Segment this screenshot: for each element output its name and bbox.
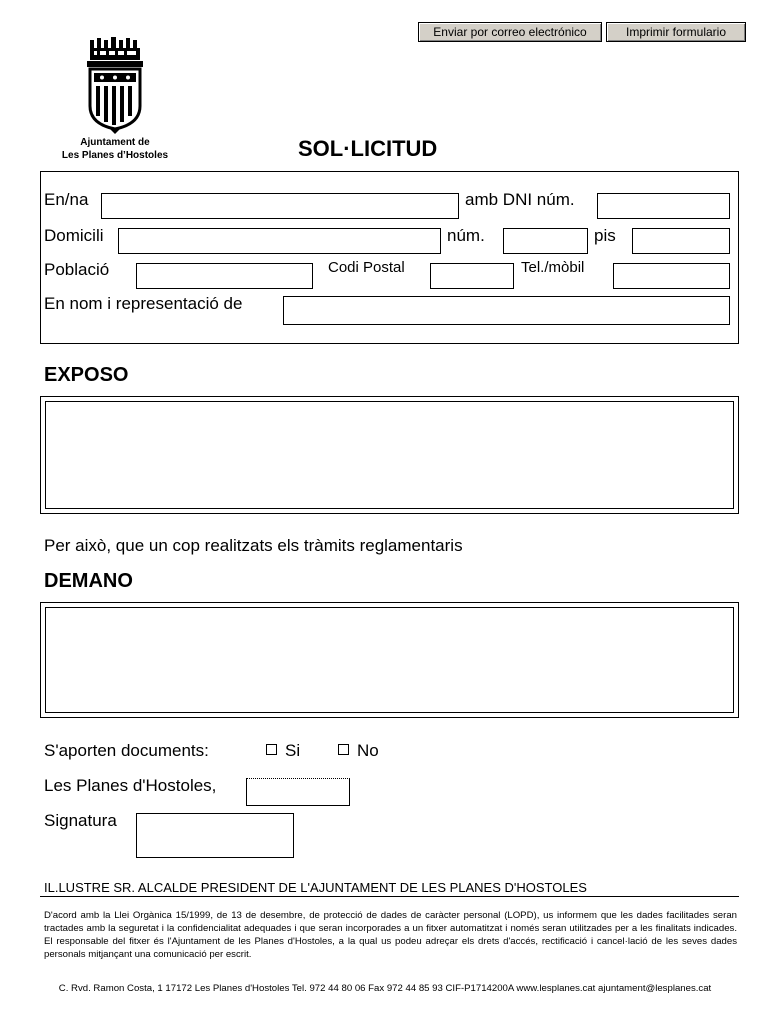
representation-input[interactable] (283, 296, 730, 325)
date-input[interactable] (246, 778, 350, 806)
place-label: Les Planes d'Hostoles, (44, 776, 217, 795)
floor-input[interactable] (632, 228, 730, 254)
expose-textarea[interactable] (45, 401, 734, 509)
transition-text: Per això, que un cop realitzats els tràmits reglamentaris (44, 536, 463, 555)
address-label: Domicili (44, 226, 104, 245)
town-label: Població (44, 260, 110, 279)
documents-no-label: No (357, 741, 379, 760)
documents-no-checkbox[interactable] (338, 744, 349, 755)
representation-label: En nom i representació de (44, 294, 243, 313)
name-input[interactable] (101, 193, 459, 219)
privacy-notice: D'acord amb la Llei Orgànica 15/1999, de 13 de desembre, de protecció de dades de caràcter personal (LOPD), us informem que les dades facilitades seran tractades amb la seguretat i la confidencialitat adequades i que seran incorporades a un fitxer automatitzat i només seran utilitzades per a les finalitats indicades. El responsable del fitxer és l'Ajuntament de les Planes d'Hostoles, a la qual us podeu adreçar els drets d'accés, rectificació i cancel·lació de les seves dades personals mitjançant una comunicació per escrit. (44, 910, 737, 960)
addressee-text: IL.LUSTRE SR. ALCALDE PRESIDENT DE L'AJUNTAMENT DE LES PLANES D'HOSTOLES (44, 880, 587, 895)
expose-heading: EXPOSO (44, 364, 129, 386)
email-button[interactable]: Enviar por correo electrónico (418, 22, 602, 42)
address-input[interactable] (118, 228, 441, 254)
postal-code-input[interactable] (430, 263, 514, 289)
request-textarea[interactable] (45, 607, 734, 713)
signature-label: Signatura (44, 811, 117, 830)
number-label: núm. (447, 226, 485, 245)
documents-yes-label: Si (285, 741, 301, 760)
floor-label: pis (594, 226, 616, 245)
print-button[interactable]: Imprimir formulario (606, 22, 746, 42)
request-heading: DEMANO (44, 570, 133, 592)
name-label: En/na (44, 190, 89, 209)
dni-input[interactable] (597, 193, 730, 219)
postal-code-label: Codi Postal (328, 259, 405, 276)
page-title: SOL·LICITUD (298, 136, 438, 161)
signature-box[interactable] (136, 813, 294, 858)
phone-label: Tel./mòbil (521, 259, 585, 276)
coat-of-arms-logo (82, 36, 148, 134)
org-line-2: Les Planes d’Hostoles (61, 150, 169, 161)
footer-contact: C. Rvd. Ramon Costa, 1 17172 Les Planes d'Hostoles Tel. 972 44 80 06 Fax 972 44 85 93 CIF-P1714200A www.lesplanes.cat ajuntament@lesplanes.cat (58, 983, 712, 994)
documents-label: S'aporten documents: (44, 741, 209, 760)
town-input[interactable] (136, 263, 313, 289)
dni-label: amb DNI núm. (465, 190, 575, 209)
phone-input[interactable] (613, 263, 730, 289)
org-line-1: Ajuntament de (80, 137, 150, 148)
divider (40, 896, 739, 897)
number-input[interactable] (503, 228, 588, 254)
documents-yes-checkbox[interactable] (266, 744, 277, 755)
organization-name (40, 136, 190, 162)
